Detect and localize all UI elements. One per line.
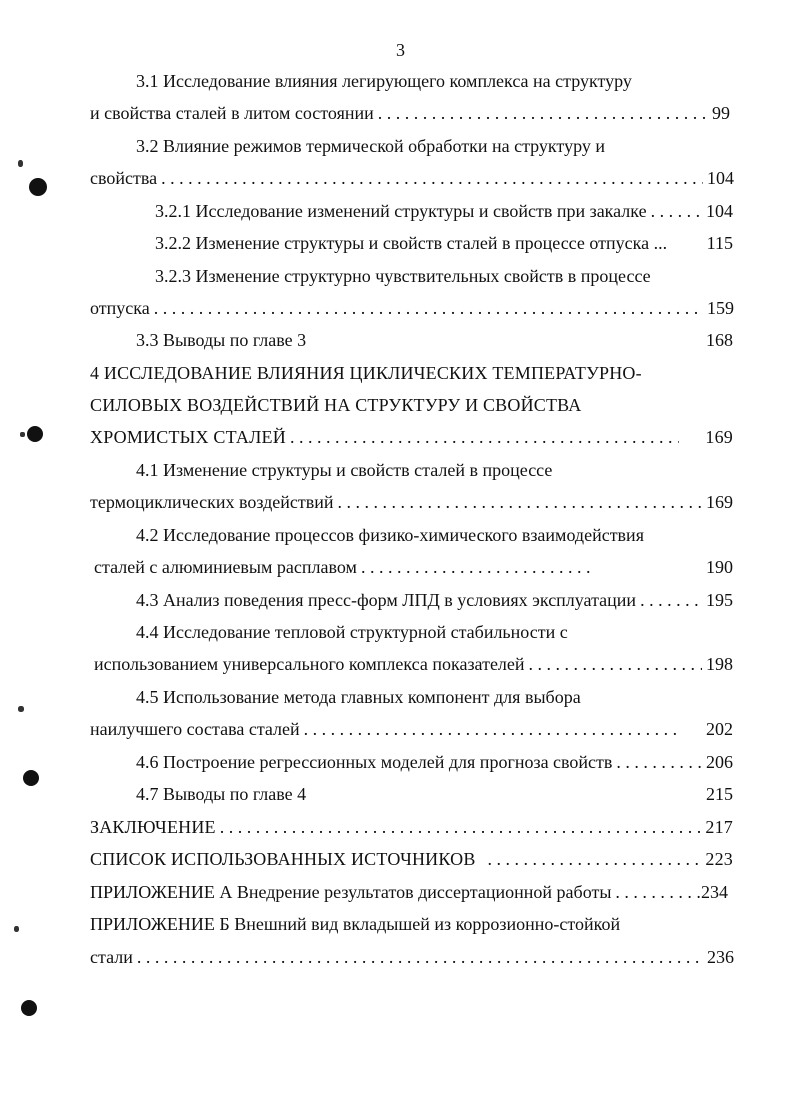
leader-dots	[161, 167, 703, 189]
leader-dots	[651, 200, 702, 222]
toc-entry-text: стали	[90, 947, 133, 967]
toc-entry-4-4	[94, 653, 733, 675]
leader-dots	[338, 491, 702, 513]
leader-dots	[137, 946, 703, 968]
toc-entry-text: ХРОМИСТЫХ СТАЛЕЙ	[90, 427, 286, 447]
toc-chapter-4	[90, 426, 733, 448]
toc-entry-text: 4.3 Анализ поведения пресс-форм ЛПД в условиях эксплуатации	[136, 590, 637, 610]
toc-entry-4-1-line1: 4.1 Изменение структуры и свойств сталей в процессе	[136, 460, 553, 480]
toc-entry-text: и свойства сталей в литом состоянии	[90, 103, 374, 123]
toc-entry-text: СПИСОК ИСПОЛЬЗОВАННЫХ ИСТОЧНИКОВ	[90, 849, 476, 869]
toc-entry-4-7	[136, 783, 733, 805]
toc-page-number: 190	[706, 557, 733, 577]
toc-page-number: 223	[705, 849, 733, 869]
scan-speck	[18, 160, 23, 167]
punch-hole-mark	[29, 178, 47, 196]
toc-page-number: 169	[706, 492, 733, 512]
toc-entry-4-5	[90, 718, 733, 740]
toc-entry-text: отпуска	[90, 298, 150, 318]
scan-speck	[18, 706, 24, 712]
toc-entry-3-2-2	[155, 232, 733, 254]
toc-entry-4-1	[90, 491, 733, 513]
toc-entry-3-2-line1: 3.2 Влияние режимов термической обработки на структуру и	[136, 136, 605, 156]
toc-entry-4-4-line1: 4.4 Исследование тепловой структурной стабильности с	[136, 622, 568, 642]
toc-page-number: 234	[701, 882, 728, 902]
toc-entry-4-2-line1: 4.2 Исследование процессов физико-химического взаимодействия	[136, 525, 644, 545]
leader-dots	[304, 718, 680, 740]
toc-entry-4-5-line1: 4.5 Использование метода главных компонент для выбора	[136, 687, 581, 707]
leader-dots	[615, 881, 701, 903]
toc-page-number: 217	[705, 817, 733, 837]
toc-page-number: 168	[706, 330, 733, 350]
leader-dots	[488, 848, 702, 870]
toc-appendix-a	[90, 881, 728, 903]
toc-entry-text: 3.3 Выводы по главе 3	[136, 330, 307, 350]
toc-references	[90, 848, 733, 870]
toc-page-number: 104	[706, 201, 733, 221]
toc-page-number: 215	[706, 784, 733, 804]
toc-appendix-b-line1: ПРИЛОЖЕНИЕ Б Внешний вид вкладышей из коррозионно-стойкой	[90, 914, 621, 934]
toc-entry-3-1	[90, 102, 730, 124]
toc-entry-text: наилучшего состава сталей	[90, 719, 300, 739]
leader-dots	[529, 653, 702, 675]
toc-entry-3-1-line1: 3.1 Исследование влияния легирующего комплекса на структуру	[136, 71, 632, 91]
toc-entry-3-3	[136, 329, 733, 351]
toc-page-number: 236	[707, 947, 734, 967]
leader-dots	[640, 589, 702, 611]
toc-entry-3-2-1	[155, 200, 733, 222]
toc-entry-text: 4.7 Выводы по главе 4	[136, 784, 307, 804]
toc-entry-3-2-3-line1: 3.2.3 Изменение структурно чувствительных свойств в процессе	[155, 266, 651, 286]
leader-dots	[154, 297, 703, 319]
toc-entry-3-2-3	[90, 297, 734, 319]
toc-page-number: 159	[707, 298, 734, 318]
toc-entry-3-2	[90, 167, 734, 189]
leader-dots	[616, 751, 702, 773]
toc-entry-text: сталей с алюминиевым расплавом	[94, 557, 357, 577]
page-number: 3	[396, 40, 405, 60]
toc-page-number: 169	[705, 427, 733, 447]
toc-entry-text: термоциклических воздействий	[90, 492, 334, 512]
scan-speck	[20, 432, 25, 437]
toc-chapter-4-line2: СИЛОВЫХ ВОЗДЕЙСТВИЙ НА СТРУКТУРУ И СВОЙСТВА	[90, 395, 582, 415]
toc-appendix-b	[90, 946, 734, 968]
punch-hole-mark	[23, 770, 39, 786]
toc-page-number: 99	[712, 103, 730, 123]
toc-entry-4-2	[94, 556, 733, 578]
toc-entry-text: ЗАКЛЮЧЕНИЕ	[90, 817, 216, 837]
leader-dots	[220, 816, 702, 838]
toc-entry-text: 3.2.1 Исследование изменений структуры и свойств при закалке	[155, 201, 647, 221]
toc-page-number: 198	[706, 654, 733, 674]
punch-hole-mark	[21, 1000, 37, 1016]
toc-entry-text: 4.6 Построение регрессионных моделей для прогноза свойств	[136, 752, 613, 772]
toc-entry-4-6	[136, 751, 733, 773]
leader-dots	[378, 102, 708, 124]
toc-chapter-4-line1: 4 ИССЛЕДОВАНИЕ ВЛИЯНИЯ ЦИКЛИЧЕСКИХ ТЕМПЕРАТУРНО-	[90, 363, 642, 383]
punch-hole-mark	[27, 426, 43, 442]
toc-entry-text: использованием универсального комплекса показателей	[94, 654, 525, 674]
toc-page-number: 206	[706, 752, 733, 772]
toc-conclusion	[90, 816, 733, 838]
leader-dots	[290, 426, 679, 448]
toc-page-number: 195	[706, 590, 733, 610]
toc-page-number: 202	[706, 719, 733, 739]
toc-page-number: 115	[706, 233, 733, 253]
toc-entry-text: ПРИЛОЖЕНИЕ А Внедрение результатов диссертационной работы	[90, 882, 612, 902]
toc-entry-text: 3.2.2 Изменение структуры и свойств сталей в процессе отпуска ...	[155, 233, 668, 253]
leader-dots	[361, 556, 596, 578]
toc-page-number: 104	[707, 168, 734, 188]
toc-entry-text: свойства	[90, 168, 158, 188]
scan-speck	[14, 926, 19, 932]
toc-entry-4-3	[136, 589, 733, 611]
